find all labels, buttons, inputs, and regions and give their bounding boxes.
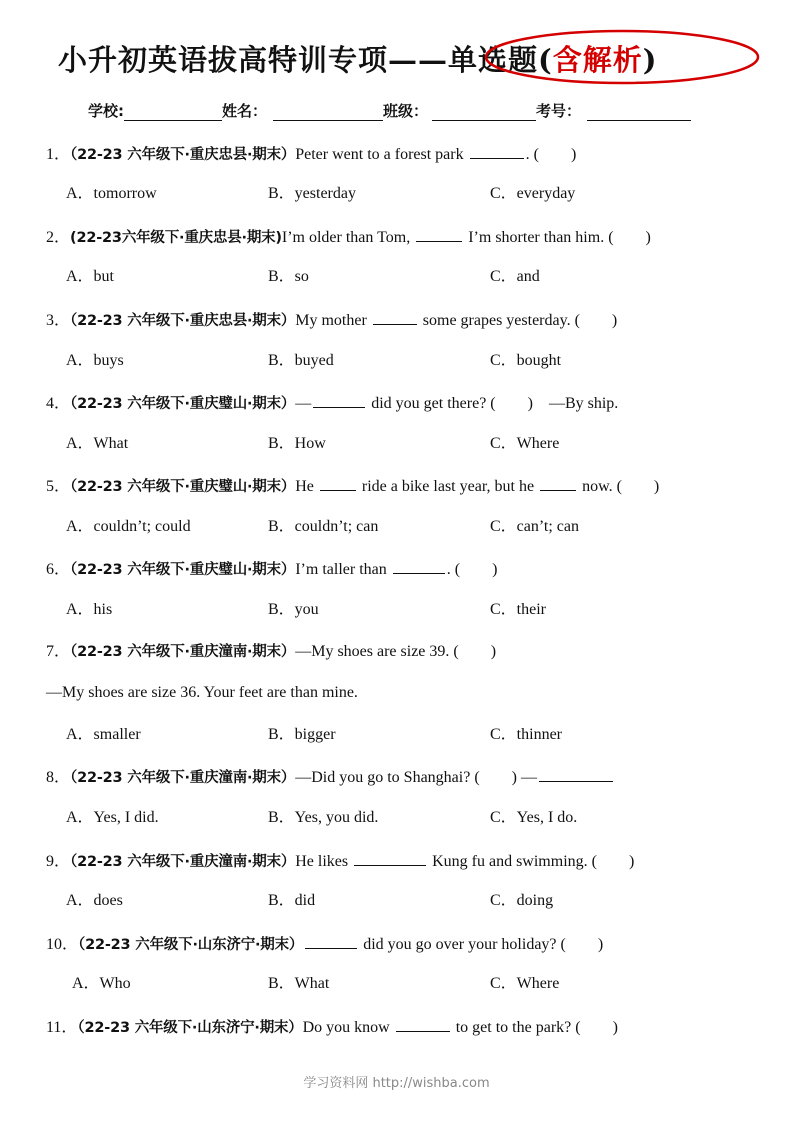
question-text-end: did you get there? ( ) —By ship. (371, 395, 619, 412)
option-b[interactable]: B．bigger (268, 726, 336, 743)
option-b[interactable]: B．yesterday (268, 185, 356, 202)
question-10 (46, 933, 603, 955)
title-highlight-oval (483, 28, 761, 86)
name-label: 姓名： (222, 102, 268, 120)
option-c[interactable]: C．bought (490, 352, 562, 369)
option-c[interactable]: C．thinner (490, 726, 562, 743)
name-blank[interactable] (273, 102, 383, 121)
question-text: —My shoes are size 39. ( ) (295, 643, 497, 660)
option-b[interactable]: B．What (268, 975, 330, 992)
question-text: I’m taller than (295, 561, 387, 578)
question-7 (46, 642, 496, 662)
answer-blank[interactable] (396, 1016, 450, 1032)
question-number: 11． (46, 1019, 78, 1036)
answer-blank[interactable] (539, 766, 613, 782)
option-c[interactable]: C．doing (490, 892, 554, 909)
question-3 (46, 309, 617, 331)
question-text: My mother (295, 312, 367, 329)
option-a[interactable]: A．Yes, I did. (66, 809, 159, 826)
question-number: 1． (46, 146, 71, 163)
exam-number-label: 考号： (536, 102, 582, 120)
question-9 (46, 850, 634, 872)
option-c[interactable]: C．their (490, 601, 546, 618)
question-text-end: Kung fu and swimming. ( ) (432, 853, 635, 870)
question-source: （22-23 六年级下·重庆潼南·期末） (70, 770, 296, 786)
question-number: 2． (46, 229, 71, 246)
option-b[interactable]: B．Yes, you did. (268, 809, 379, 826)
question-text: He likes (295, 853, 349, 870)
option-b[interactable]: B．couldn’t; can (268, 518, 379, 535)
question-number: 7． (46, 643, 71, 660)
footer-watermark: 学习资料网 http://wishba.com (303, 1076, 490, 1091)
question-text-end: some grapes yesterday. ( ) (422, 312, 618, 329)
option-c[interactable]: C．Yes, I do. (490, 809, 578, 826)
question-text: I’m older than Tom, (281, 229, 411, 246)
question-source: （22-23 六年级下·重庆璧山·期末） (70, 479, 296, 495)
option-a[interactable]: A．buys (66, 352, 124, 369)
question-source: （22-23 六年级下·重庆璧山·期末） (70, 396, 296, 412)
question-source: （22-23 六年级下·重庆忠县·期末） (70, 313, 296, 329)
answer-blank-1[interactable] (320, 475, 356, 491)
option-a[interactable]: A．Who (72, 975, 131, 992)
question-7-continuation (46, 683, 358, 703)
question-8 (46, 766, 615, 788)
question-text: He (295, 478, 314, 495)
school-blank[interactable] (124, 102, 222, 121)
question-text: Peter went to a forest park (295, 146, 464, 163)
option-c[interactable]: C．everyday (490, 185, 576, 202)
question-source: (22-23六年级下·重庆忠县·期末) (70, 230, 282, 246)
question-source: （22-23 六年级下·山东济宁·期末） (77, 1020, 303, 1036)
question-number: 5． (46, 478, 71, 495)
question-11 (46, 1016, 618, 1038)
continuation-text: —My shoes are size 36. Your feet are (46, 684, 287, 701)
question-1 (46, 143, 576, 165)
option-b[interactable]: B．you (268, 601, 319, 618)
title-main-text: 小升初英语拔高特训专项——单选题( (58, 43, 553, 77)
answer-blank[interactable] (354, 850, 426, 866)
answer-blank[interactable] (393, 558, 445, 574)
question-2 (46, 226, 651, 248)
exam-number-blank[interactable] (587, 102, 691, 121)
option-c[interactable]: C．Where (490, 435, 560, 452)
question-text-end: . ( ) (525, 146, 577, 163)
question-source: （22-23 六年级下·山东济宁·期末） (78, 937, 304, 953)
option-b[interactable]: B．did (268, 892, 316, 909)
option-a[interactable]: A．his (66, 601, 113, 618)
option-c[interactable]: C．Where (490, 975, 560, 992)
student-info-line (88, 100, 691, 121)
question-source: （22-23 六年级下·重庆潼南·期末） (70, 644, 296, 660)
title-close-paren: ) (642, 43, 658, 77)
class-label: 班级： (383, 102, 429, 120)
continuation-text-end: than mine. (290, 684, 358, 701)
question-source: （22-23 六年级下·重庆忠县·期末） (70, 147, 296, 163)
question-number: 6． (46, 561, 71, 578)
answer-blank[interactable] (373, 309, 417, 325)
option-b[interactable]: B．How (268, 435, 326, 452)
question-text-end: to get to the park? ( ) (455, 1019, 618, 1036)
question-number: 9． (46, 853, 71, 870)
question-text-mid: ride a bike last year, but he (361, 478, 535, 495)
option-c[interactable]: C．can’t; can (490, 518, 580, 535)
question-text-end: . ( ) (446, 561, 498, 578)
option-b[interactable]: B．so (268, 268, 309, 285)
question-number: 8． (46, 769, 71, 786)
option-a[interactable]: A．couldn’t; could (66, 518, 191, 535)
answer-blank[interactable] (470, 143, 524, 159)
question-number: 10． (46, 936, 79, 953)
option-a[interactable]: A．but (66, 268, 115, 285)
question-6 (46, 558, 497, 580)
option-b[interactable]: B．buyed (268, 352, 334, 369)
class-blank[interactable] (432, 102, 536, 121)
answer-blank-2[interactable] (540, 475, 576, 491)
option-a[interactable]: A．tomorrow (66, 185, 157, 202)
option-a[interactable]: A．smaller (66, 726, 141, 743)
question-text-end: now. ( ) (582, 478, 660, 495)
question-5 (46, 475, 659, 497)
option-a[interactable]: A．What (66, 435, 129, 452)
option-c[interactable]: C．and (490, 268, 540, 285)
question-text: —Did you go to Shanghai? ( ) — (295, 769, 537, 786)
question-4 (46, 392, 618, 414)
title-highlight-text: 含解析 (552, 43, 643, 77)
question-source: （22-23 六年级下·重庆潼南·期末） (70, 854, 296, 870)
answer-blank[interactable] (313, 392, 365, 408)
school-label: 学校: (88, 102, 124, 120)
answer-blank[interactable] (305, 933, 357, 949)
question-text-end: did you go over your holiday? ( ) (363, 936, 604, 953)
question-text-end: I’m shorter than him. ( ) (468, 229, 651, 246)
question-text: Do you know (302, 1019, 390, 1036)
question-number: 3． (46, 312, 71, 329)
question-number: 4． (46, 395, 71, 412)
answer-blank[interactable] (416, 226, 462, 242)
question-source: （22-23 六年级下·重庆璧山·期末） (70, 562, 296, 578)
option-a[interactable]: A．does (66, 892, 123, 909)
question-text: — (295, 395, 312, 412)
